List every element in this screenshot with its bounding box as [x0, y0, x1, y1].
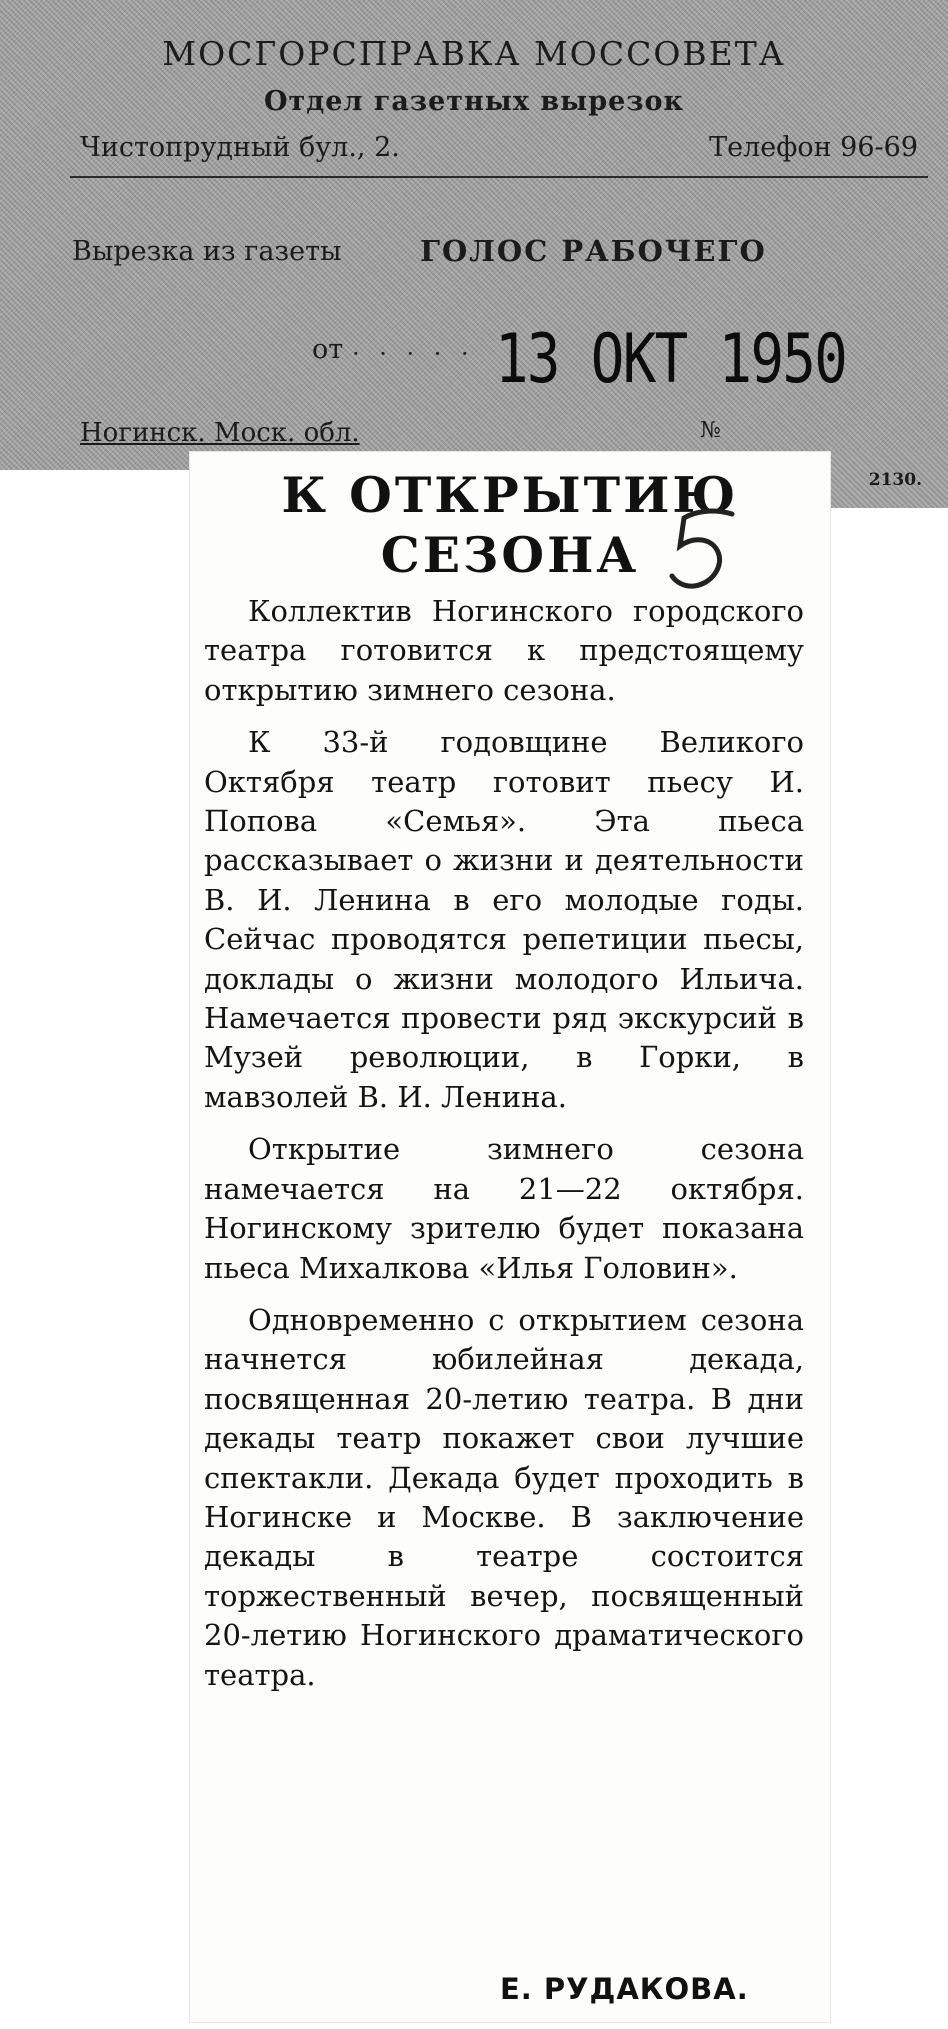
headline-line-1: К ОТКРЫТИЮ — [281, 466, 739, 524]
clipping-date: 13 ОКТ 1950 — [495, 320, 847, 399]
divider — [70, 176, 928, 178]
newspaper-city: Ногинск. Моск. обл. — [80, 418, 360, 448]
paragraph: К 33-й годовщине Великого Октября театр готовит пьесу И. Попова «Семья». Эта пьеса рассказывает о жизни и деятельности В. И. Ленина в его молодые годы. Сейчас проводятся репетиции пьесы, доклады о жизни молодого Ильича. Намечается провести ряд экскурсий в Музей революции, в Горки, в мавзолей В. И. Ленина. — [204, 725, 804, 1114]
newspaper-name: ГОЛОС РАБОЧЕГО — [420, 234, 767, 268]
paragraph: Коллектив Ногинского городского театра готовится к предстоящему открытию зимнего сезона. — [204, 594, 804, 707]
newspaper-clipping — [190, 452, 830, 2022]
department-name: Отдел газетных вырезок — [264, 86, 684, 117]
date-from-label: от — [312, 334, 344, 365]
handwritten-mark — [660, 500, 750, 600]
dotted-leader: · · · · · — [352, 340, 475, 368]
paragraph: Открытие зимнего сезона намечается на 21—22 октября. Ногинскому зрителю будет показана пьеса Михалкова «Илья Головин». — [204, 1132, 804, 1285]
agency-address: Чистопрудный бул., 2. — [80, 132, 400, 163]
agency-phone: Телефон 96-69 — [709, 132, 918, 163]
issue-number-label: № — [700, 418, 721, 443]
headline-line-2: СЕЗОНА — [380, 526, 640, 584]
author-byline: Е. РУДАКОВА. — [500, 1972, 749, 2006]
paragraph: Одновременно с открытием сезона начнется юбилейная декада, посвященная 20-летию театра. В дни декады театр покажет свои лучшие спектакли. Декада будет проходить в Ногинске и Москве. В заключение декады в театре состоится торжественный вечер, посвященный 20-летию Ногинского драматического театра. — [204, 1302, 804, 1692]
clipping-label: Вырезка из газеты — [72, 236, 342, 267]
stamp-code: 2130. — [868, 470, 922, 490]
article-body — [204, 592, 804, 1708]
archive-stamp — [0, 0, 948, 470]
agency-name: МОСГОРСПРАВКА МОССОВЕТА — [162, 34, 786, 73]
